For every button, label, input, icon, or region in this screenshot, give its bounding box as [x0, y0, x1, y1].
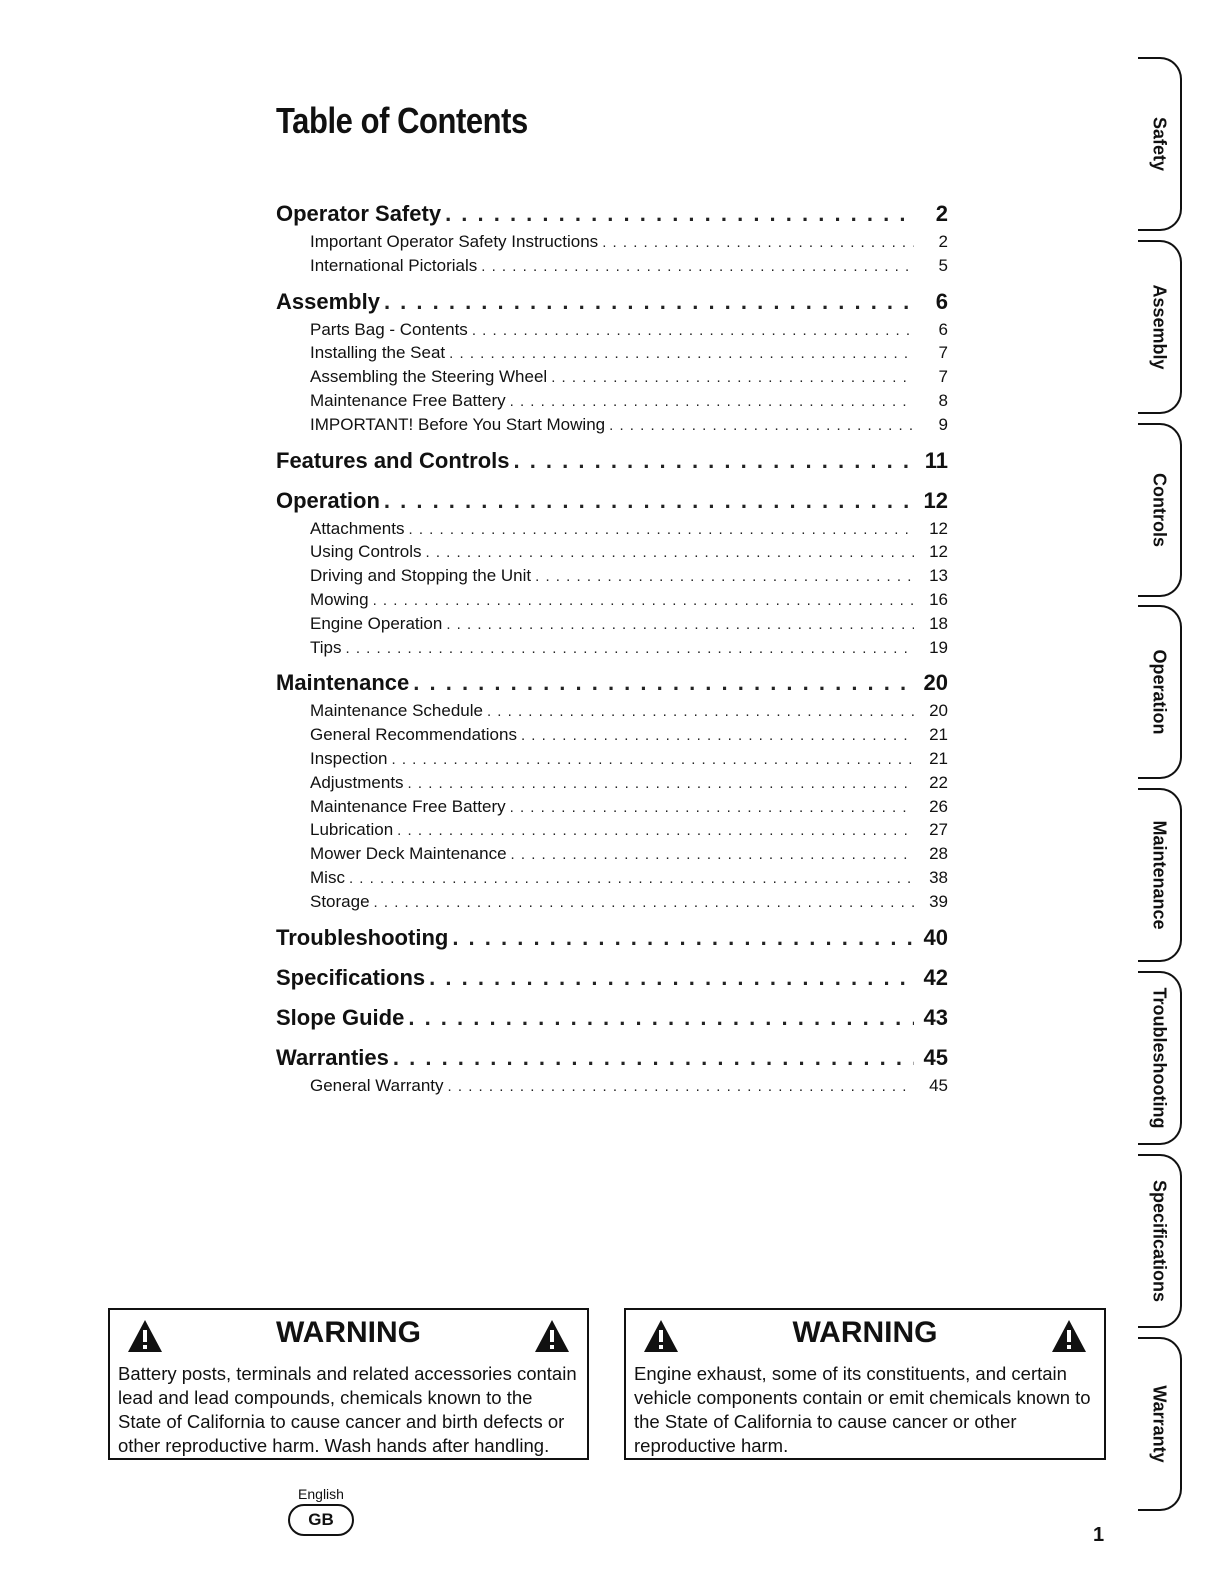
toc-entry-label: Operation [276, 487, 380, 513]
warning-text: Battery posts, terminals and related accessories contain lead and lead compounds, chemicals known to the State of California to cause cancer and birth defects or other reproductive harm. Wash hands after handling. [118, 1363, 577, 1456]
toc-subsection-entry[interactable] [276, 540, 948, 564]
toc-entry-label: Operator Safety [276, 201, 442, 226]
toc-entry-label: Engine Operation [310, 613, 443, 633]
warning-triangle-icon [1050, 1318, 1088, 1354]
toc-page-number: 16 [929, 589, 948, 609]
toc-section-entry[interactable] [276, 667, 948, 699]
toc-entry-label: Warranties [276, 1044, 389, 1070]
toc-entry-label: Assembling the Steering Wheel [310, 367, 548, 387]
toc-page-number: 2 [935, 201, 948, 226]
toc-page-number: 22 [929, 772, 948, 792]
toc-entry-label: Driving and Stopping the Unit [310, 566, 532, 586]
toc-page-number: 20 [929, 701, 948, 721]
toc-subsection-entry[interactable] [276, 795, 948, 819]
toc-page-number: 12 [923, 487, 948, 513]
warning-heading: WARNING [792, 1316, 938, 1349]
toc-page-number: 45 [929, 1075, 948, 1095]
toc-entry-label: Maintenance Free Battery [310, 796, 506, 816]
toc-entry-label: Using Controls [310, 542, 422, 562]
toc-entry-label: International Pictorials [310, 255, 478, 275]
toc-entry-label: Storage [310, 891, 370, 911]
section-tab-label: Specifications [1149, 1179, 1170, 1302]
toc-subsection-entry[interactable] [276, 699, 948, 723]
dot-leader [487, 700, 914, 724]
toc-page-number: 6 [935, 288, 948, 314]
language-label: English [298, 1486, 344, 1502]
toc-subsection-entry[interactable] [276, 1074, 948, 1098]
section-tab[interactable] [1138, 605, 1182, 779]
toc-entry-label: Installing the Seat [310, 343, 446, 363]
toc-section-entry[interactable] [276, 1042, 948, 1074]
section-tab-label: Warranty [1149, 1384, 1170, 1463]
toc-entry-label: Specifications [276, 964, 426, 990]
toc-entry-label: Maintenance Schedule [310, 701, 483, 721]
toc-section-entry[interactable] [276, 922, 948, 954]
dot-leader [426, 541, 915, 565]
dot-leader [384, 485, 914, 517]
toc-subsection-entry[interactable] [276, 564, 948, 588]
section-tab-label: Controls [1149, 472, 1170, 547]
section-tab-label: Troubleshooting [1149, 987, 1170, 1129]
toc-entry-label: Tips [310, 637, 342, 657]
toc-page-number: 43 [923, 1004, 948, 1030]
toc-page-number: 28 [929, 844, 948, 864]
toc-subsection-entry[interactable] [276, 318, 948, 342]
section-tab-label: Assembly [1149, 284, 1170, 370]
toc-subsection-entry[interactable] [276, 341, 948, 365]
toc-page-number: 7 [938, 367, 948, 387]
toc-subsection-entry[interactable] [276, 612, 948, 636]
toc-entry-label: Slope Guide [276, 1004, 405, 1030]
exhaust-warning-box [624, 1308, 1106, 1460]
dot-leader [511, 843, 914, 867]
section-tab[interactable] [1138, 1154, 1182, 1328]
toc-subsection-entry[interactable] [276, 365, 948, 389]
dot-leader [535, 565, 914, 589]
toc-page-number: 26 [929, 796, 948, 816]
toc-section-entry[interactable] [276, 198, 948, 230]
toc-page-number: 20 [923, 670, 948, 696]
toc-entry-label: IMPORTANT! Before You Start Mowing [310, 414, 606, 434]
dot-leader [384, 286, 914, 318]
dot-leader [609, 414, 914, 438]
dot-leader [346, 637, 915, 661]
toc-section-entry[interactable] [276, 445, 948, 477]
section-tab-label: Safety [1149, 116, 1170, 172]
toc-entry-label: Troubleshooting [276, 924, 449, 950]
toc-page-number: 9 [938, 414, 948, 434]
toc-entry-label: General Recommendations [310, 725, 517, 745]
page-number: 1 [1093, 1524, 1105, 1546]
toc-entry-label: Maintenance Free Battery [310, 390, 506, 410]
toc-page-number: 21 [929, 725, 948, 745]
toc-subsection-entry[interactable] [276, 588, 948, 612]
dot-leader [429, 962, 914, 994]
dot-leader [448, 1075, 914, 1099]
toc-page-number: 38 [929, 867, 948, 887]
toc-page-number: 13 [929, 566, 948, 586]
toc-page-number: 7 [938, 343, 948, 363]
toc-page-number: 45 [923, 1044, 948, 1070]
section-tab[interactable] [1138, 240, 1182, 414]
toc-page-number: 6 [938, 319, 948, 339]
toc-entry-label: Features and Controls [276, 447, 510, 473]
dot-leader [373, 589, 914, 613]
dot-leader [521, 724, 914, 748]
toc-subsection-entry[interactable] [276, 747, 948, 771]
section-tab[interactable] [1138, 423, 1182, 597]
page-title: Table of Contents [276, 100, 528, 141]
section-tab[interactable] [1138, 1337, 1182, 1511]
toc-page-number: 12 [929, 542, 948, 562]
toc-subsection-entry[interactable] [276, 771, 948, 795]
toc-page-number: 11 [924, 447, 948, 473]
dot-leader [551, 366, 914, 390]
toc-entry-label: Maintenance [276, 670, 410, 696]
dot-leader [393, 1042, 914, 1074]
toc-page-number: 21 [929, 748, 948, 768]
dot-leader [510, 390, 914, 414]
dot-leader [408, 1002, 914, 1034]
toc-entry-label: Mowing [310, 589, 369, 609]
dot-leader [446, 613, 914, 637]
toc-page-number: 18 [929, 613, 948, 633]
toc-page-number: 5 [938, 255, 948, 275]
dot-leader [513, 445, 914, 477]
toc-subsection-entry[interactable] [276, 723, 948, 747]
toc-entry-label: Adjustments [310, 772, 404, 792]
dot-leader [349, 867, 914, 891]
toc-entry-label: Inspection [310, 748, 388, 768]
toc-page-number: 2 [938, 232, 948, 251]
toc-subsection-entry[interactable] [276, 818, 948, 842]
dot-leader [374, 891, 914, 915]
section-tab-label: Operation [1149, 649, 1170, 735]
language-code: GB [288, 1504, 354, 1536]
warning-heading: WARNING [276, 1316, 421, 1349]
toc-entry-label: General Warranty [310, 1075, 444, 1095]
toc-page-number: 40 [923, 924, 948, 950]
warning-triangle-icon [533, 1318, 571, 1354]
toc-section-entry[interactable] [276, 485, 948, 517]
dot-leader [392, 748, 915, 772]
dot-leader [409, 518, 915, 542]
toc-subsection-entry[interactable] [276, 866, 948, 890]
battery-warning-box [108, 1308, 589, 1460]
toc-page-number: 42 [923, 964, 948, 990]
toc-subsection-entry[interactable] [276, 842, 948, 866]
toc-subsection-entry[interactable] [276, 254, 948, 278]
section-tab-label: Maintenance [1149, 820, 1170, 930]
toc-entry-label: Assembly [276, 288, 380, 314]
dot-leader [452, 922, 914, 954]
toc-subsection-entry[interactable] [276, 389, 948, 413]
toc-subsection-entry[interactable] [276, 413, 948, 437]
toc-page-number: 8 [938, 390, 948, 410]
toc-entry-label: Lubrication [310, 820, 394, 840]
toc-entry-label: Parts Bag - Contents [310, 319, 468, 339]
dot-leader [449, 342, 914, 366]
toc-subsection-entry[interactable] [276, 517, 948, 541]
dot-leader [602, 231, 914, 255]
warning-text: Engine exhaust, some of its constituents, and certain vehicle components contain or emit chemicals known to the State of California to cause cancer or other reproductive harm. [634, 1363, 1091, 1456]
toc-subsection-entry[interactable] [276, 890, 948, 914]
toc-section-entry[interactable] [276, 286, 948, 318]
toc-page-number: 39 [929, 891, 948, 911]
dot-leader [397, 819, 914, 843]
toc-entry-label: Important Operator Safety Instructions [310, 232, 599, 251]
section-tab[interactable] [1138, 57, 1182, 231]
toc-entry-label: Mower Deck Maintenance [310, 844, 507, 864]
toc-entry-label: Misc [310, 867, 345, 887]
toc-section-entry[interactable] [276, 962, 948, 994]
dot-leader [481, 255, 914, 279]
dot-leader [472, 319, 914, 343]
dot-leader [445, 198, 914, 230]
table-of-contents [276, 198, 948, 1097]
toc-subsection-entry[interactable] [276, 230, 948, 254]
toc-page-number: 12 [929, 518, 948, 538]
section-tab[interactable] [1138, 788, 1182, 962]
section-tab[interactable] [1138, 971, 1182, 1145]
toc-section-entry[interactable] [276, 1002, 948, 1034]
toc-page-number: 27 [929, 820, 948, 840]
toc-entry-label: Attachments [310, 518, 405, 538]
toc-subsection-entry[interactable] [276, 636, 948, 660]
dot-leader [408, 772, 914, 796]
language-badge [288, 1486, 354, 1536]
dot-leader [510, 796, 914, 820]
toc-page-number: 19 [929, 637, 948, 657]
dot-leader [413, 667, 914, 699]
